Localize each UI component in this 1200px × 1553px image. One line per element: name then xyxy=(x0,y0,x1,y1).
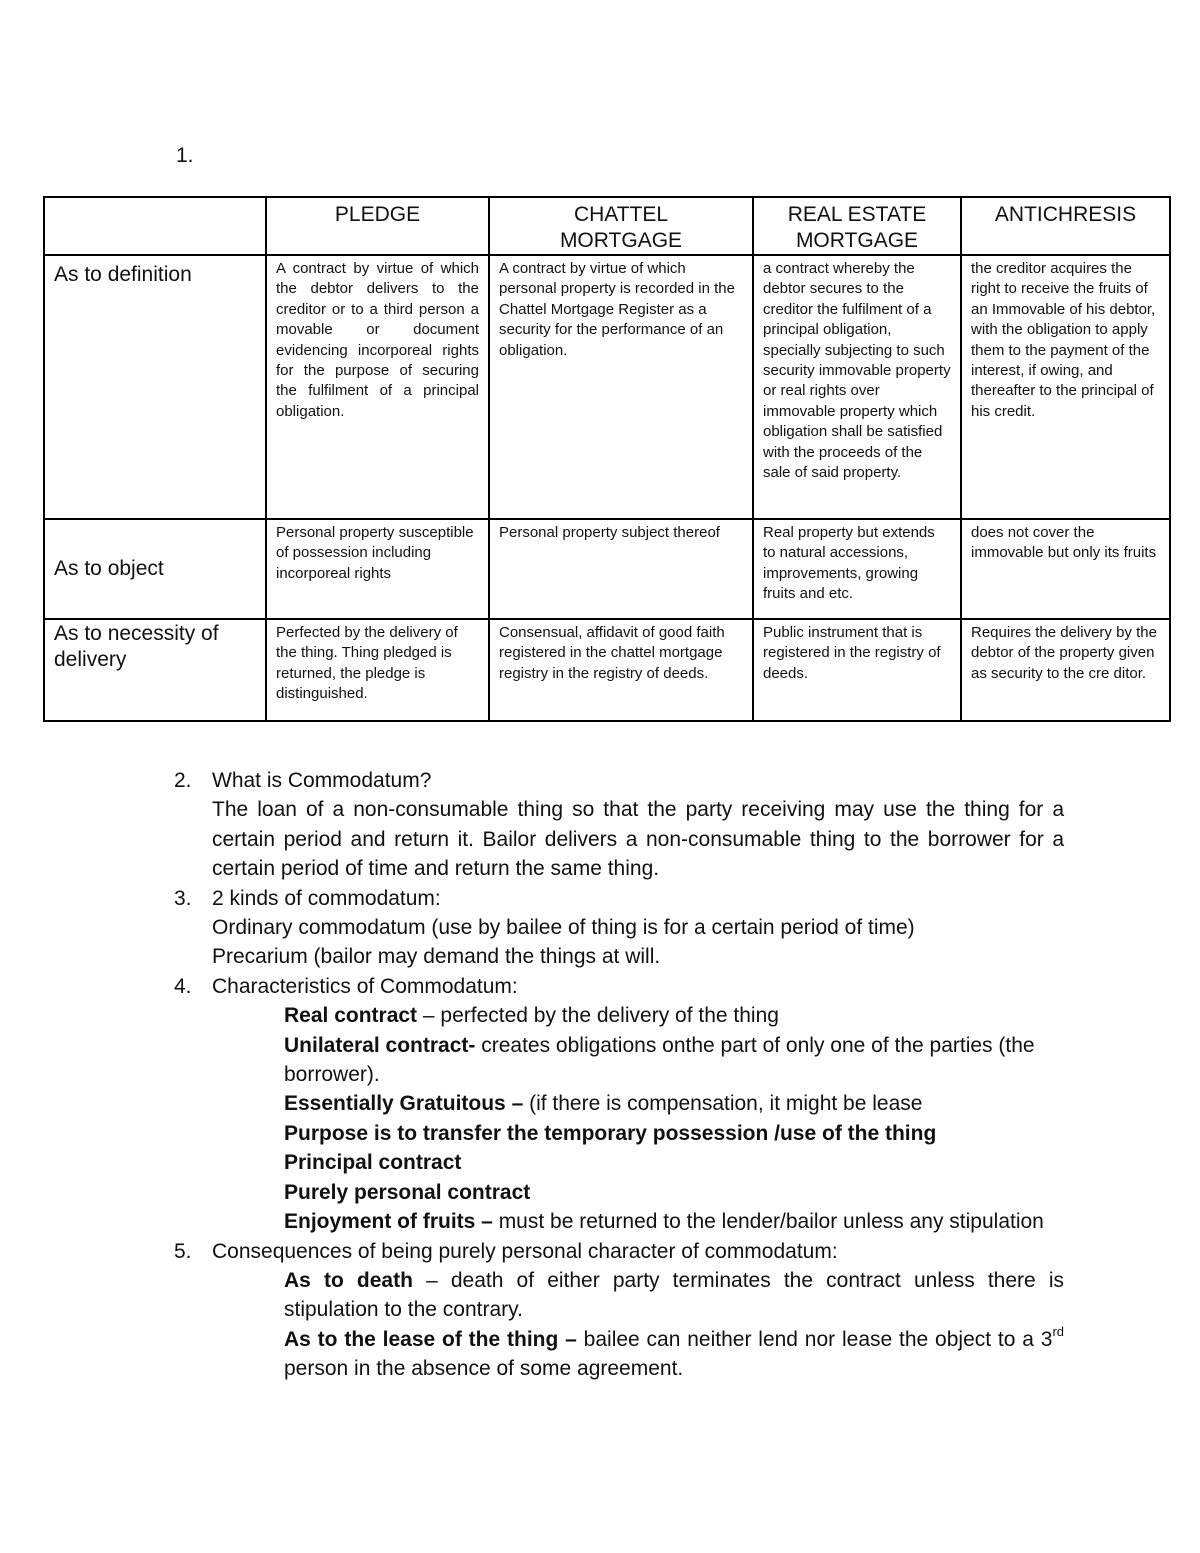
question-text: What is Commodatum? xyxy=(212,769,432,792)
question-1-number: 1. xyxy=(176,144,194,167)
table-row xyxy=(44,519,1170,619)
characteristic: Unilateral contract- creates obligations onthe part of only one of the parties (the borrower). xyxy=(284,1033,1035,1087)
row-label-delivery: As to necessity of delivery xyxy=(44,619,266,721)
characteristic: Enjoyment of fruits – must be returned to the lender/bailor unless any stipulation xyxy=(284,1210,1044,1234)
table-cell: Public instrument that is registered in the registry of deeds. xyxy=(753,619,961,721)
table-cell: a contract whereby the debtor secures to the creditor the fulfilment of a principal obligation, specially subjecting to such security immovable property or real rights over immovable property which obligation shall be satisfied with the proceeds of the sale of said property. xyxy=(753,255,961,519)
kind-precarium: Precarium (bailor may demand the things at will. xyxy=(212,945,661,969)
item-number: 5. xyxy=(174,1239,192,1263)
answer-text: The loan of a non-consumable thing so that the party receiving may use the thing for a certain period and return it. Bailor delivers a non-consumable thing to the borrower for a certain period of time and return the same thing. xyxy=(212,798,1064,881)
table-cell: Requires the delivery by the debtor of the property given as security to the cre ditor. xyxy=(961,619,1170,721)
list-item-5 xyxy=(174,1237,1064,1384)
table-header-row xyxy=(44,197,1170,255)
question-text: Characteristics of Commodatum: xyxy=(212,974,518,998)
list-item-4 xyxy=(174,972,1064,1237)
question-text: Consequences of being purely personal character of commodatum: xyxy=(212,1239,838,1263)
table-cell: the creditor acquires the right to receive the fruits of an Immovable of his debtor, with the obligation to apply them to the payment of the interest, if owing, and thereafter to the principal of his credit. xyxy=(961,255,1170,519)
numbered-list xyxy=(174,766,1064,1384)
kind-ordinary: Ordinary commodatum (use by bailee of thing is for a certain period of time) xyxy=(212,916,915,940)
item-number: 2. xyxy=(174,769,192,792)
header-pledge: PLEDGE xyxy=(266,197,489,255)
table-cell: A contract by virtue of which the debtor delivers to the creditor or to a third person a movable or document evidencing incorporeal rights for the purpose of securing the fulfilment of a principal obligation. xyxy=(266,255,489,519)
characteristic: Principal contract xyxy=(284,1151,462,1175)
list-item-2 xyxy=(174,766,1064,884)
table-cell: Perfected by the delivery of the thing. Thing pledged is returned, the pledge is distinguished. xyxy=(266,619,489,721)
comparison-table xyxy=(43,196,1171,722)
table-cell: Real property but extends to natural accessions, improvements, growing fruits and etc. xyxy=(753,519,961,619)
table-row xyxy=(44,619,1170,721)
table-cell: Personal property subject thereof xyxy=(489,519,753,619)
row-label-object: As to object xyxy=(44,519,266,619)
consequence: As to the lease of the thing – bailee can neither lend nor lease the object to a 3rd person in the absence of some agreement. xyxy=(284,1323,1065,1381)
row-label-definition: As to definition xyxy=(44,255,266,519)
table-cell: A contract by virtue of which personal property is recorded in the Chattel Mortgage Register as a security for the performance of an obligation. xyxy=(489,255,753,519)
item-number: 3. xyxy=(174,886,192,910)
table-cell: Consensual, affidavit of good faith registered in the chattel mortgage registry in the registry of deeds. xyxy=(489,619,753,721)
question-text: 2 kinds of commodatum: xyxy=(212,886,441,910)
characteristic: Purpose is to transfer the temporary possession /use of the thing xyxy=(284,1121,937,1145)
header-antichresis: ANTICHRESIS xyxy=(961,197,1170,255)
characteristic: Purely personal contract xyxy=(284,1180,531,1204)
header-real-estate-mortgage: REAL ESTATE MORTGAGE xyxy=(753,197,961,255)
characteristic: Real contract – perfected by the delivery of the thing xyxy=(284,1004,779,1028)
table-cell: does not cover the immovable but only its fruits xyxy=(961,519,1170,619)
list-item-3 xyxy=(174,884,1064,972)
header-cell-empty xyxy=(44,197,266,255)
table-cell: Personal property susceptible of possession including incorporeal rights xyxy=(266,519,489,619)
table-row xyxy=(44,255,1170,519)
item-number: 4. xyxy=(174,974,192,998)
header-chattel-mortgage: CHATTEL MORTGAGE xyxy=(489,197,753,255)
consequence: As to death – death of either party terminates the contract unless there is stipulation to the contrary. xyxy=(284,1268,1064,1322)
characteristic: Essentially Gratuitous – (if there is compensation, it might be lease xyxy=(284,1092,923,1116)
